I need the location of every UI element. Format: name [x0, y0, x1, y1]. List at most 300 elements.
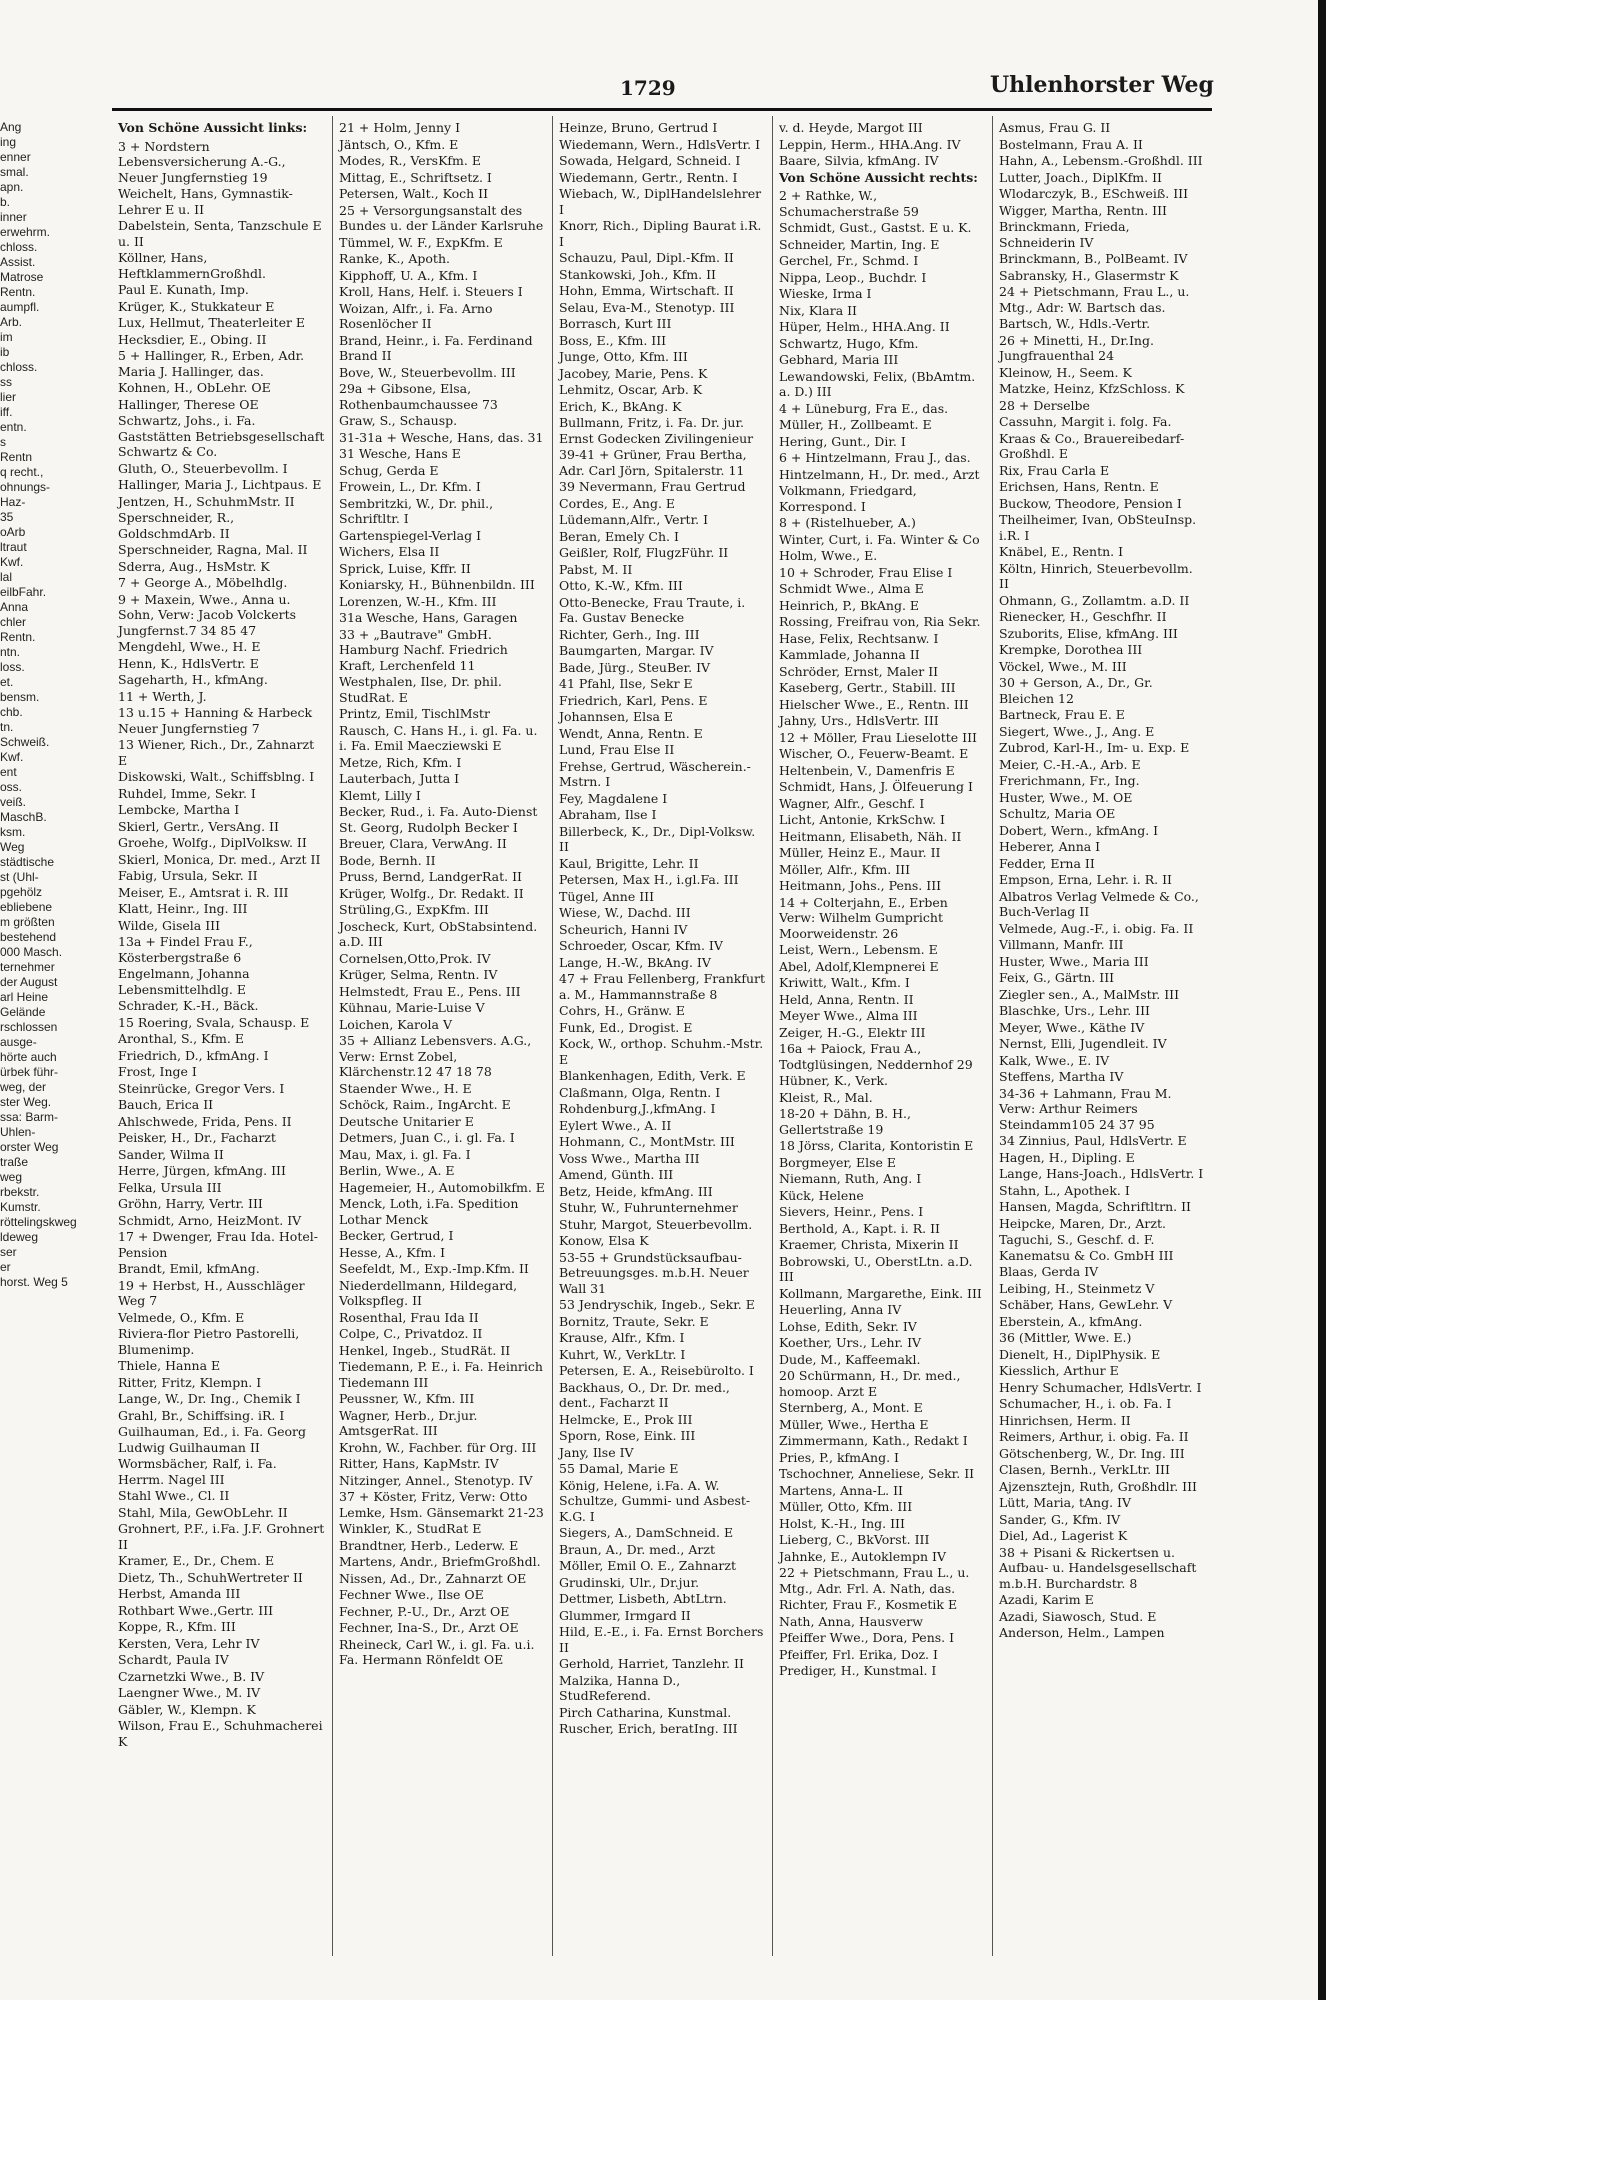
- bleed-line: entn.: [0, 420, 27, 434]
- directory-entry: Otto-Benecke, Frau Traute, i. Fa. Gustav Benecke: [559, 594, 746, 625]
- directory-entry: Eylert Wwe., A. II: [559, 1117, 672, 1133]
- directory-entry: Schmidt, Gust., Gastst. E u. K.: [779, 220, 972, 235]
- bleed-line: oArb: [0, 525, 26, 539]
- directory-entry: Anderson, Helm., Lampen: [999, 1625, 1165, 1640]
- directory-entry: Kohnen, H., ObLehr. OE: [118, 380, 271, 395]
- bleed-line: im: [0, 330, 13, 344]
- directory-entry: Hagemeier, H., Automobilkfm. E: [339, 1179, 545, 1195]
- directory-entry: Sperschneider, Ragna, Mal. II: [118, 542, 308, 557]
- directory-entry: Becker, Gertrud, I: [339, 1228, 454, 1243]
- directory-entry: Hüper, Helm., HHA.Ang. II: [779, 319, 950, 334]
- directory-entry: Herre, Jürgen, kfmAng. III: [118, 1163, 286, 1178]
- bleed-line: ster Weg.: [0, 1095, 52, 1109]
- bleed-line: Haz-: [0, 495, 26, 509]
- directory-entry: Frerichmann, Fr., Ing.: [999, 773, 1140, 788]
- bleed-line: apn.: [0, 180, 24, 194]
- directory-entry: 12 + Möller, Frau Lieselotte III: [779, 729, 977, 745]
- directory-entry: Dietz, Th., SchuhWertreter II: [118, 1569, 303, 1585]
- column-2: [332, 116, 552, 1956]
- directory-entry: Brinckmann, B., PolBeamt. IV: [999, 251, 1188, 266]
- directory-entry: Wieske, Irma I: [779, 286, 872, 301]
- bleed-line: ebliebene: [0, 900, 53, 914]
- directory-entry: Koether, Urs., Lehr. IV: [779, 1335, 922, 1350]
- directory-entry: Rosenthal, Frau Ida II: [339, 1309, 479, 1325]
- directory-entry: Wichers, Elsa II: [339, 544, 440, 559]
- directory-entry: Knorr, Rich., Dipling Baurat i.R. I: [559, 218, 762, 249]
- bleed-line: Ang: [0, 120, 22, 134]
- bleed-line: veiß.: [0, 795, 27, 809]
- directory-entry: 31 Wesche, Hans E: [339, 446, 461, 461]
- directory-entry: Erich, K., BkAng. K: [559, 398, 682, 414]
- bleed-line: Weg: [0, 840, 25, 854]
- directory-entry: Claßmann, Olga, Rentn. I: [559, 1084, 721, 1100]
- directory-entry: 18-20 + Dähn, B. H., Gellertstraße 19: [779, 1106, 911, 1137]
- directory-entry: Paul E. Kunath, Imp.: [118, 282, 249, 297]
- bleed-line: hörte auch: [0, 1050, 57, 1064]
- bleed-line: rschlossen: [0, 1020, 58, 1034]
- bleed-line: Kumstr.: [0, 1200, 41, 1214]
- directory-entry: Diskowski, Walt., Schiffsblng. I: [118, 769, 315, 784]
- directory-entry: Leist, Wern., Lebensm. E: [779, 942, 938, 957]
- directory-entry: Zeiger, H.-G., Elektr III: [779, 1024, 926, 1040]
- directory-entry: Pfeiffer, Frl. Erika, Doz. I: [779, 1646, 938, 1662]
- directory-entry: Heberer, Anna I: [999, 839, 1101, 854]
- directory-entry: Diel, Ad., Lagerist K: [999, 1528, 1128, 1543]
- directory-entry: Held, Anna, Rentn. II: [779, 991, 914, 1007]
- column-4: [772, 116, 992, 1956]
- directory-entry: Jacobey, Marie, Pens. K: [559, 365, 708, 381]
- directory-entry: 5 + Hallinger, R., Erben, Adr. Maria J. Hallinger, das.: [118, 348, 305, 379]
- directory-entry: Hintzelmann, H., Dr. med., Arzt: [779, 466, 980, 482]
- directory-entry: Ruscher, Erich, beratIng. III: [559, 1721, 738, 1736]
- bleed-line: Gelände: [0, 1005, 46, 1019]
- directory-entry: Kriwitt, Walt., Kfm. I: [779, 975, 910, 990]
- directory-entry: Rheineck, Carl W., i. gl. Fa. u.i. Fa. Hermann Rönfeldt OE: [339, 1636, 535, 1667]
- directory-entry: Brandtner, Herb., Lederw. E: [339, 1537, 519, 1553]
- directory-entry: Taguchi, S., Geschf. d. F. Kanematsu & Co. GmbH III: [999, 1232, 1174, 1263]
- directory-entry: Prediger, H., Kunstmal. I: [779, 1663, 937, 1678]
- directory-entry: Tümmel, W. F., ExpKfm. E: [339, 234, 503, 250]
- directory-entry: Gäbler, W., Klempn. K: [118, 1701, 256, 1717]
- directory-entry: Peisker, H., Dr., Facharzt: [118, 1130, 276, 1145]
- directory-entry: Braun, A., Dr. med., Arzt: [559, 1541, 715, 1557]
- directory-entry: Zubrod, Karl-H., Im- u. Exp. E: [999, 740, 1190, 755]
- directory-entry: Möller, Alfr., Kfm. III: [779, 861, 911, 877]
- directory-entry: Henry Schumacher, HdlsVertr. I: [999, 1379, 1202, 1395]
- directory-entry: Bullmann, Fritz, i. Fa. Dr. jur. Ernst Godecken Zivilingenieur: [559, 415, 754, 446]
- bleed-line: ürbek führ-: [0, 1065, 59, 1079]
- directory-entry: Wiedemann, Gertr., Rentn. I: [559, 169, 738, 185]
- directory-entry: Rix, Frau Carla E: [999, 462, 1110, 478]
- directory-entry: Wilson, Frau E., Schuhmacherei K: [118, 1718, 323, 1749]
- directory-entry: 16a + Paiock, Frau A., Todtglüsingen, Neddernhof 29: [779, 1041, 973, 1072]
- directory-entry: Brand, Heinr., i. Fa. Ferdinand Brand II: [339, 332, 533, 363]
- directory-entry: Fabig, Ursula, Sekr. II: [118, 868, 258, 883]
- directory-entry: Kammlade, Johanna II: [779, 647, 920, 662]
- directory-entry: Metze, Rich, Kfm. I: [339, 754, 462, 770]
- directory-entry: 8 + (Ristelhueber, A.): [779, 515, 916, 530]
- directory-entry: Sternberg, A., Mont. E: [779, 1400, 923, 1415]
- directory-entry: 26 + Minetti, H., Dr.Ing. Jungfrauenthal 24: [999, 332, 1154, 363]
- directory-entry: Betz, Heide, kfmAng. III: [559, 1183, 713, 1199]
- bleed-line: Assist.: [0, 255, 36, 269]
- bleed-line: ssa: Barm-: [0, 1110, 59, 1124]
- directory-entry: 28 + Derselbe: [999, 397, 1090, 413]
- directory-entry: 14 + Colterjahn, E., Erben Verw: Wilhelm Gumpricht Moorweidenstr. 26: [779, 894, 948, 941]
- directory-entry: Selau, Eva-M., Stenotyp. III: [559, 299, 735, 315]
- directory-entry: Nernst, Elli, Jugendleit. IV: [999, 1036, 1167, 1051]
- bleed-line: bestehend: [0, 930, 57, 944]
- directory-entry: Rohdenburg,J.,kfmAng. I: [559, 1101, 716, 1116]
- directory-entry: Lieberg, C., BkVorst. III: [779, 1532, 930, 1547]
- directory-entry: 25 + Versorgungsanstalt des Bundes u. der Länder Karlsruhe: [339, 202, 544, 233]
- bleed-line: chloss.: [0, 360, 38, 374]
- directory-entry: Grahl, Br., Schiffsing. iR. I: [118, 1407, 285, 1423]
- bleed-line: orster Weg: [0, 1140, 59, 1154]
- directory-entry: Schroeder, Oscar, Kfm. IV: [559, 938, 723, 953]
- directory-entry: Weichelt, Hans, Gymnastik-Lehrer E u. II: [118, 186, 293, 217]
- bleed-line: Arb.: [0, 315, 23, 329]
- directory-entry: Richter, Gerh., Ing. III: [559, 626, 700, 642]
- directory-entry: Nath, Anna, Hausverw: [779, 1613, 923, 1629]
- directory-entry: Huster, Wwe., Maria III: [999, 953, 1149, 969]
- directory-entry: Meiser, E., Amtsrat i. R. III: [118, 884, 289, 900]
- bleed-line: ser: [0, 1245, 17, 1259]
- directory-entry: Frehse, Gertrud, Wäscherein.-Mstrn. I: [559, 758, 751, 789]
- directory-entry: Scheurich, Hanni IV: [559, 921, 688, 937]
- directory-entry: Müller, H., Zollbeamt. E: [779, 417, 932, 432]
- directory-entry: Bornitz, Traute, Sekr. E: [559, 1313, 709, 1329]
- scan-edge: [1318, 0, 1326, 2000]
- directory-entry: Schäber, Hans, GewLehr. V: [999, 1297, 1173, 1312]
- directory-entry: Gröhn, Harry, Vertr. III: [118, 1196, 263, 1211]
- directory-entry: Meyer, Wwe., Käthe IV: [999, 1019, 1145, 1035]
- directory-entry: 6 + Hintzelmann, Frau J., das.: [779, 450, 971, 465]
- bleed-line: inner: [0, 210, 27, 224]
- directory-entry: 33 + „Bautrave" GmbH. Hamburg Nachf. Friedrich Kraft, Lerchenfeld 11: [339, 626, 508, 673]
- directory-entry: Hohn, Emma, Wirtschaft. II: [559, 283, 734, 298]
- directory-entry: Eberstein, A., kfmAng.: [999, 1313, 1143, 1329]
- directory-entry: Hild, E.-E., i. Fa. Ernst Borchers II: [559, 1624, 764, 1655]
- bleed-line: iff.: [0, 405, 13, 419]
- directory-entry: Sander, G., Kfm. IV: [999, 1511, 1121, 1527]
- directory-entry: Wiebach, W., DiplHandelslehrer I: [559, 186, 762, 217]
- directory-entry: Köllner, Hans, HeftklammernGroßhdl.: [118, 250, 266, 281]
- directory-entry: Gartenspiegel-Verlag I: [339, 527, 482, 543]
- directory-entry: 24 + Pietschmann, Frau L., u. Mtg., Adr: W. Bartsch das.: [999, 284, 1190, 315]
- directory-entry: Stahl, Mila, GewObLehr. II: [118, 1504, 288, 1520]
- directory-entry: Heinrich, P., BkAng. E: [779, 597, 920, 613]
- directory-entry: Deutsche Unitarier E: [339, 1113, 474, 1129]
- section-heading: Von Schöne Aussicht rechts:: [779, 169, 978, 185]
- directory-entry: Bobrowski, U., OberstLtn. a.D. III: [779, 1253, 973, 1284]
- directory-entry: Joscheck, Kurt, ObStabsintend. a.D. III: [339, 918, 538, 949]
- directory-entry: Cohrs, H., Gränw. E: [559, 1003, 686, 1018]
- bleed-line: lier: [0, 390, 17, 404]
- directory-entry: Groehe, Wolfg., DiplVolksw. II: [118, 835, 307, 850]
- directory-entry: 11 + Werth, J.: [118, 688, 207, 704]
- directory-entry: Jany, Ilse IV: [559, 1444, 634, 1460]
- directory-entry: 13 u.15 + Hanning & Harbeck Neuer Jungfernstieg 7: [118, 705, 313, 736]
- directory-entry: Kleist, R., Mal.: [779, 1089, 873, 1105]
- directory-entry: Lauterbach, Jutta I: [339, 771, 460, 786]
- directory-entry: Richter, Frau F., Kosmetik E: [779, 1597, 958, 1612]
- bleed-line: er: [0, 1260, 11, 1274]
- directory-entry: Hecksdier, E., Obing. II: [118, 331, 267, 347]
- directory-entry: Kalk, Wwe., E. IV: [999, 1052, 1110, 1068]
- directory-entry: Kramer, E., Dr., Chem. E: [118, 1553, 275, 1568]
- bleed-line: ib: [0, 345, 10, 359]
- directory-entry: Wiese, W., Dachd. III: [559, 905, 691, 920]
- directory-entry: Sievers, Heinr., Pens. I: [779, 1204, 924, 1219]
- directory-entry: 41 Pfahl, Ilse, Sekr E: [559, 676, 693, 691]
- directory-entry: Schöck, Raim., IngArcht. E: [339, 1097, 511, 1112]
- directory-entry: Ahlschwede, Frida, Pens. II: [118, 1113, 292, 1129]
- directory-entry: Hahn, A., Lebensm.-Großhdl. III: [999, 153, 1203, 168]
- directory-entry: Lüdemann,Alfr., Vertr. I: [559, 512, 709, 527]
- directory-entry: 21 + Holm, Jenny I: [339, 120, 461, 135]
- bleed-line: pgehölz: [0, 885, 43, 899]
- directory-entry: 13 Wiener, Rich., Dr., Zahnarzt E: [118, 737, 315, 768]
- bleed-line: eilbFahr.: [0, 585, 47, 599]
- directory-entry: Lux, Hellmut, Theaterleiter E: [118, 315, 306, 330]
- directory-entry: Velmede, Aug.-F., i. obig. Fa. II: [999, 920, 1194, 936]
- directory-entry: Breuer, Clara, VerwAng. II: [339, 836, 507, 851]
- directory-entry: Helmstedt, Frau E., Pens. III: [339, 983, 521, 999]
- directory-entry: Sowada, Helgard, Schneid. I: [559, 153, 741, 168]
- directory-entry: Schmidt, Arno, HeizMont. IV: [118, 1212, 302, 1228]
- directory-entry: Gluth, O., Steuerbevollm. I: [118, 460, 288, 476]
- directory-entry: Jentzen, H., SchuhmMstr. II: [118, 493, 295, 509]
- directory-entry: Fechner, Ina-S., Dr., Arzt OE: [339, 1620, 519, 1635]
- directory-entry: Sderra, Aug., HsMstr. K: [118, 558, 270, 574]
- directory-entry: Schwartz, Hugo, Kfm.: [779, 335, 919, 351]
- directory-entry: Kroll, Hans, Helf. i. Steuers I: [339, 284, 523, 299]
- directory-entry: Bode, Bernh. II: [339, 852, 436, 868]
- directory-entry: Malzika, Hanna D., StudReferend.: [559, 1672, 681, 1703]
- directory-entry: Westphalen, Ilse, Dr. phil. StudRat. E: [339, 674, 502, 705]
- directory-entry: Schmidt, Hans, J. Ölfeuerung I: [779, 779, 973, 794]
- directory-entry: Woizan, Alfr., i. Fa. Arno Rosenlöcher II: [339, 300, 493, 331]
- directory-entry: Abel, Adolf,Klempnerei E: [779, 958, 939, 974]
- directory-entry: Sembritzki, W., Dr. phil., Schriftltr. I: [339, 495, 494, 526]
- directory-entry: Heipcke, Maren, Dr., Arzt.: [999, 1215, 1166, 1231]
- directory-entry: 7 + George A., Möbelhdlg.: [118, 575, 288, 590]
- directory-entry: Götschenberg, W., Dr. Ing. III: [999, 1445, 1185, 1461]
- directory-entry: Krüger, Selma, Rentn. IV: [339, 967, 498, 982]
- bleed-line: ohnungs-: [0, 480, 51, 494]
- directory-entry: Holm, Wwe., E.: [779, 548, 878, 563]
- directory-entry: Kühnau, Marie-Luise V: [339, 1000, 485, 1015]
- bleed-line: aumpfl.: [0, 300, 40, 314]
- bleed-line: Rentn.: [0, 285, 36, 299]
- column-1: [112, 116, 332, 1956]
- directory-entry: Schrader, K.-H., Bäck.: [118, 998, 259, 1013]
- directory-entry: Huster, Wwe., M. OE: [999, 789, 1133, 805]
- directory-entry: Erichsen, Hans, Rentn. E: [999, 479, 1159, 494]
- directory-entry: Blaschke, Urs., Lehr. III: [999, 1003, 1150, 1018]
- bleed-line: der August: [0, 975, 58, 989]
- bleed-line: ldeweg: [0, 1230, 39, 1244]
- directory-entry: Heinze, Bruno, Gertrud I: [559, 120, 718, 135]
- directory-entry: Grudinski, Ulr., Dr.jur.: [559, 1574, 700, 1590]
- directory-entry: Fechner, P.-U., Dr., Arzt OE: [339, 1603, 510, 1619]
- directory-entry: Volkmann, Friedgard, Korrespond. I: [779, 483, 917, 514]
- running-head: Uhlenhorster Weg: [990, 72, 1214, 98]
- directory-entry: Petersen, Walt., Koch II: [339, 186, 489, 201]
- directory-entry: Engelmann, Johanna Lebensmittelhdlg. E: [118, 966, 250, 997]
- directory-entry: Lehmitz, Oscar, Arb. K: [559, 382, 703, 397]
- directory-entry: Johannsen, Elsa E: [559, 709, 674, 724]
- directory-entry: Ritter, Fritz, Klempn. I: [118, 1374, 262, 1390]
- directory-entry: Leppin, Herm., HHA.Ang. IV: [779, 136, 961, 152]
- directory-entry: Ritter, Hans, KapMstr. IV: [339, 1456, 499, 1471]
- directory-entry: Niederdellmann, Hildegard, Volkspfleg. II: [339, 1277, 518, 1308]
- bleed-line: weg, der: [0, 1080, 47, 1094]
- directory-entry: Mengdehl, Wwe., H. E: [118, 639, 261, 654]
- bleed-line: chler: [0, 615, 27, 629]
- directory-entry: Blaas, Gerda IV: [999, 1264, 1099, 1279]
- directory-entry: Knäbel, E., Rentn. I: [999, 544, 1124, 559]
- directory-entry: Wagner, Herb., Dr.jur. AmtsgerRat. III: [339, 1407, 478, 1438]
- directory-entry: Theilheimer, Ivan, ObSteuInsp. i.R. I: [999, 512, 1197, 543]
- directory-entry: Koppe, R., Kfm. III: [118, 1619, 236, 1634]
- column-5: [992, 116, 1212, 1956]
- directory-entry: Ruhdel, Imme, Sekr. I: [118, 785, 256, 801]
- directory-entry: Sporn, Rose, Eink. III: [559, 1428, 696, 1443]
- directory-entry: Villmann, Manfr. III: [999, 937, 1124, 952]
- directory-entry: Wigger, Martha, Rentn. III: [999, 202, 1167, 218]
- directory-entry: 37 + Köster, Fritz, Verw: Otto Lemke, Hsm. Gänsemarkt 21-23: [339, 1489, 544, 1520]
- bleed-line: ltraut: [0, 540, 27, 554]
- bleed-line: enner: [0, 150, 31, 164]
- directory-entry: 39 Nevermann, Frau Gertrud: [559, 479, 746, 494]
- bleed-line: q recht.,: [0, 465, 44, 479]
- directory-entry: Steffens, Martha IV: [999, 1069, 1124, 1084]
- directory-entry: 29a + Gibsone, Elsa, Rothenbaumchaussee 73: [339, 381, 498, 412]
- bleed-line: ternehmer: [0, 960, 55, 974]
- directory-entry: Hagen, H., Dipling. E: [999, 1149, 1135, 1165]
- directory-entry: 53 Jendryschik, Ingeb., Sekr. E: [559, 1297, 755, 1312]
- directory-entry: Sabransky, H., Glasermstr K: [999, 267, 1179, 283]
- directory-entry: Meyer Wwe., Alma III: [779, 1008, 918, 1023]
- directory-entry: Schultz, Maria OE: [999, 806, 1116, 821]
- bleed-line: ntn.: [0, 645, 21, 659]
- directory-entry: Mau, Max, i. gl. Fa. I: [339, 1146, 471, 1162]
- directory-entry: Konow, Elsa K: [559, 1233, 649, 1248]
- directory-entry: Fedder, Erna II: [999, 855, 1095, 871]
- section-heading: Von Schöne Aussicht links:: [118, 120, 308, 135]
- directory-entry: 34-36 + Lahmann, Frau M. Verw: Arthur Reimers Steindamm105 24 37 95: [999, 1085, 1172, 1132]
- directory-entry: Nix, Klara II: [779, 302, 857, 318]
- bleed-line: m größten: [0, 915, 55, 929]
- directory-entry: Krüger, K., Stukkateur E: [118, 298, 275, 314]
- bleed-line: Kwf.: [0, 750, 24, 764]
- directory-entry: Laengner Wwe., M. IV: [118, 1685, 261, 1700]
- bleed-line: ksm.: [0, 825, 26, 839]
- bleed-line: röttelingskweg: [0, 1215, 77, 1229]
- directory-entry: 3 + Nordstern Lebensversicherung A.-G., Neuer Jungfernstieg 19: [118, 138, 286, 185]
- directory-entry: Heuerling, Anna IV: [779, 1302, 902, 1317]
- directory-entry: Lohse, Edith, Sekr. IV: [779, 1318, 917, 1334]
- directory-entry: 55 Damal, Marie E: [559, 1461, 679, 1476]
- directory-entry: Müller, Otto, Kfm. III: [779, 1499, 913, 1514]
- directory-entry: Wagner, Alfr., Geschf. I: [779, 795, 925, 811]
- directory-entry: Nitzinger, Annel., Stenotyp. IV: [339, 1472, 533, 1488]
- directory-entry: Kaul, Brigitte, Lehr. II: [559, 855, 699, 871]
- header-rule: [112, 108, 1212, 111]
- directory-entry: Velmede, O., Kfm. E: [118, 1309, 245, 1325]
- directory-entry: Fechner Wwe., Ilse OE: [339, 1587, 484, 1602]
- directory-entry: Niemann, Ruth, Ang. I: [779, 1171, 922, 1186]
- directory-entry: Ranke, K., Apoth.: [339, 251, 450, 266]
- bleed-line: 35: [0, 510, 14, 524]
- directory-entry: Siegert, Wwe., J., Ang. E: [999, 723, 1155, 739]
- directory-entry: Glummer, Irmgard II: [559, 1607, 691, 1623]
- directory-entry: Frowein, L., Dr. Kfm. I: [339, 479, 481, 494]
- directory-entry: Martens, Andr., BriefmGroßhdl.: [339, 1554, 541, 1569]
- bleed-line: weg: [0, 1170, 23, 1184]
- directory-entry: Sander, Wilma II: [118, 1146, 224, 1162]
- directory-entry: Printz, Emil, TischlMstr: [339, 706, 490, 721]
- directory-entry: Pruss, Bernd, LandgerRat. II: [339, 869, 522, 884]
- directory-entry: Rothbart Wwe.,Gertr. III: [118, 1602, 274, 1618]
- bleed-line: chb.: [0, 705, 23, 719]
- bleed-line: städtische: [0, 855, 55, 869]
- directory-entry: Hübner, K., Verk.: [779, 1073, 889, 1088]
- directory-entry: Tiedemann, P. E., i. Fa. Heinrich Tiedemann III: [339, 1359, 543, 1390]
- bleed-line: erwehrm.: [0, 225, 51, 239]
- directory-entry: Petersen, Max H., i.gl.Fa. III: [559, 872, 739, 887]
- bleed-line: oss.: [0, 780, 23, 794]
- directory-entry: Lund, Frau Else II: [559, 742, 675, 757]
- directory-entry: König, Helene, i.Fa. A. W. Schultze, Gummi- und Asbest-K.G. I: [559, 1477, 751, 1524]
- directory-entry: Brandt, Emil, kfmAng.: [118, 1261, 260, 1276]
- directory-entry: Dabelstein, Senta, Tanzschule E u. II: [118, 218, 322, 249]
- directory-entry: Billerbeck, K., Dr., Dipl-Volksw. II: [559, 823, 756, 854]
- directory-entry: Rienecker, H., Geschfhr. II: [999, 609, 1167, 624]
- directory-entry: 2 + Rathke, W., Schumacherstraße 59: [779, 188, 919, 219]
- directory-entry: Azadi, Karim E: [999, 1592, 1094, 1607]
- directory-entry: Hallinger, Therese OE: [118, 396, 259, 412]
- directory-entry: Koniarsky, H., Bühnenbildn. III: [339, 577, 535, 592]
- directory-entry: Wendt, Anna, Rentn. E: [559, 725, 703, 741]
- directory-entry: Dude, M., Kaffeemakl.: [779, 1351, 921, 1367]
- directory-entry: Empson, Erna, Lehr. i. R. II: [999, 872, 1172, 887]
- directory-entry: 4 + Lüneburg, Fra E., das.: [779, 400, 949, 416]
- bleed-line: Uhlen-: [0, 1125, 36, 1139]
- directory-entry: Kraemer, Christa, Mixerin II: [779, 1237, 959, 1252]
- bleed-line: Anna: [0, 600, 29, 614]
- directory-entry: Feix, G., Gärtn. III: [999, 970, 1115, 985]
- directory-entry: Kollmann, Margarethe, Eink. III: [779, 1285, 982, 1301]
- directory-entry: 38 + Pisani & Rickertsen u. Aufbau- u. Handelsgesellschaft m.b.H. Burchardstr. 8: [999, 1544, 1197, 1591]
- directory-entry: Felka, Ursula III: [118, 1179, 222, 1195]
- directory-entry: Gerhold, Harriet, Tanzlehr. II: [559, 1656, 744, 1671]
- bleed-line: ss: [0, 375, 12, 389]
- directory-entry: 36 (Mittler, Wwe. E.): [999, 1330, 1132, 1345]
- bleed-line: et.: [0, 675, 14, 689]
- directory-entry: Borrasch, Kurt III: [559, 316, 672, 331]
- directory-entry: Winter, Curt, i. Fa. Winter & Co: [779, 531, 980, 547]
- directory-entry: Bove, W., Steuerbevollm. III: [339, 364, 516, 380]
- directory-entry: Lange, Hans-Joach., HdlsVertr. I: [999, 1166, 1204, 1181]
- bleed-line: smal.: [0, 165, 29, 179]
- directory-entry: Hohmann, C., MontMstr. III: [559, 1134, 735, 1149]
- directory-entry: Berthold, A., Kapt. i. R. II: [779, 1220, 940, 1236]
- directory-entry: Krüger, Wolfg., Dr. Redakt. II: [339, 885, 524, 901]
- directory-entry: Colpe, C., Privatdoz. II: [339, 1326, 483, 1341]
